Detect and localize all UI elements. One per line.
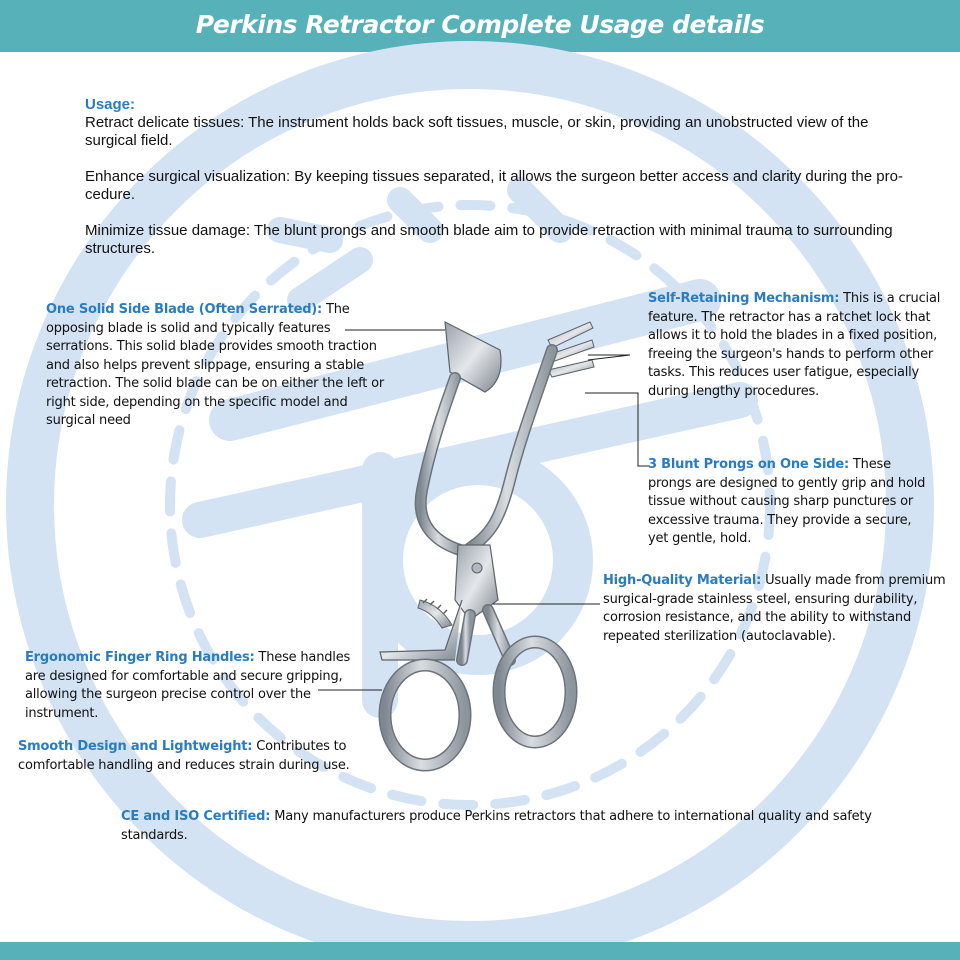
feature-title: 3 Blunt Prongs on One Side:: [648, 457, 849, 472]
feature-material: [603, 572, 948, 646]
feature-title: Ergonomic Finger Ring Handles:: [25, 650, 255, 665]
feature-title: One Solid Side Blade (Often Serrated):: [46, 302, 323, 317]
ratchet-lock: [418, 599, 452, 628]
usage-paragraph: Retract delicate tissues: The instrument holds back soft tissues, muscle, or skin, providing an unobstructed view of the surgical field.: [85, 114, 869, 149]
feature-title: Self-Retaining Mechanism:: [648, 291, 840, 306]
feature-finger-rings: [25, 649, 370, 723]
feature-text: Many manufacturers produce Perkins retractors that adhere to international quality and safety standards.: [121, 809, 872, 843]
finger-ring-handles: [385, 642, 571, 765]
page-title: Perkins Retractor Complete Usage details: [195, 10, 765, 39]
feature-solid-blade: [46, 301, 391, 431]
feature-smooth-design: [18, 738, 363, 775]
feature-title: High-Quality Material:: [603, 573, 762, 588]
feature-text: This is a crucial feature. The retractor has a ratchet lock that allows it to hold the blades in a fixed position, freeing the surgeon's hands to perform other tasks. This reduces user fatigue, especially during lengthy procedures.: [648, 291, 941, 399]
usage-heading: Usage:: [85, 96, 136, 113]
usage-paragraph: Minimize tissue damage: The blunt prongs and smooth blade aim to provide retraction with minimal trauma to surrounding structures.: [85, 222, 893, 257]
feature-title: CE and ISO Certified:: [121, 809, 271, 824]
feature-text: Usually made from premium surgical-grade stainless steel, ensuring durability, corrosion resistance, and the ability to withstand repeated sterilization (autoclavable).: [603, 573, 946, 644]
footer-bar: [0, 942, 960, 960]
feature-title: Smooth Design and Lightweight:: [18, 739, 253, 754]
feature-text: These prongs are designed to gently grip and hold tissue without causing sharp punctures or excessive trauma. They provide a secure, yet gentle, hold.: [648, 457, 926, 546]
feature-self-retaining: [648, 290, 943, 401]
feature-text: The opposing blade is solid and typically features serrations. This solid blade provides smooth traction and also helps prevent slippage, ensuring a stable retraction. The solid blade can be on either the left or right side, depending on the specific model and surgical need: [46, 302, 385, 428]
feature-text: Contributes to comfortable handling and reduces strain during use.: [18, 739, 350, 773]
feature-text: These handles are designed for comfortable and secure gripping, allowing the surgeon precise control over the instrument.: [25, 650, 351, 721]
usage-paragraph: Enhance surgical visualization: By keeping tissues separated, it allows the surgeon better access and clarity during the pro-cedure.: [85, 168, 903, 203]
feature-certified: [121, 808, 881, 845]
feature-blunt-prongs: [648, 456, 933, 549]
